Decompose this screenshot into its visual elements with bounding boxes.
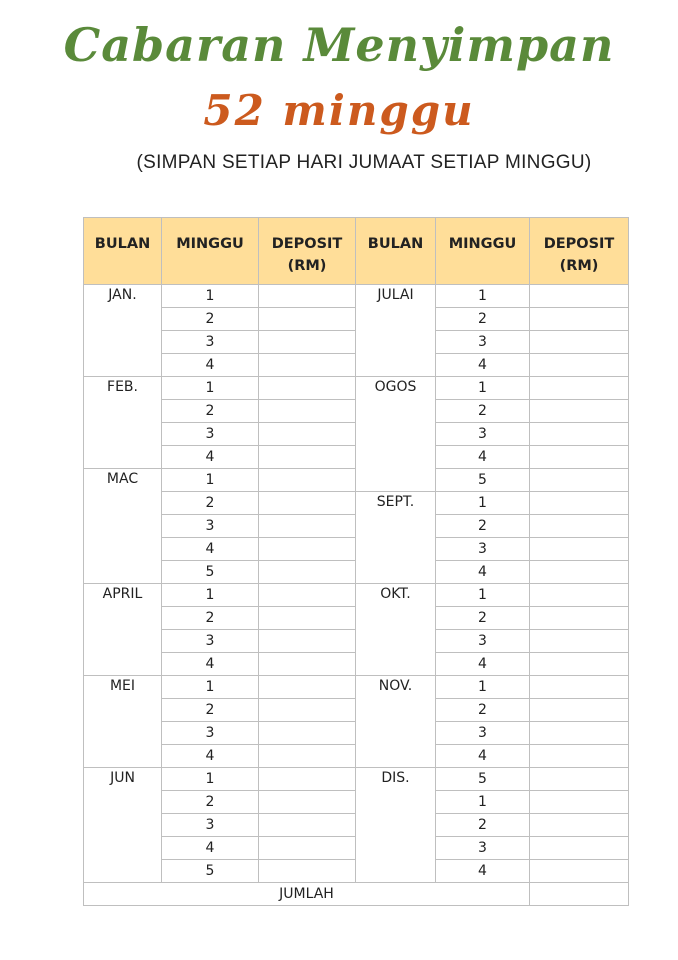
month-cell-left: JAN. (84, 285, 162, 377)
week-cell-left: 4 (162, 837, 259, 860)
week-cell-left: 3 (162, 814, 259, 837)
deposit-cell-left[interactable] (259, 308, 356, 331)
deposit-cell-left[interactable] (259, 814, 356, 837)
deposit-cell-right[interactable] (530, 308, 629, 331)
week-cell-left: 3 (162, 423, 259, 446)
week-cell-right: 5 (436, 768, 530, 791)
header-minggu-right: MINGGU (436, 218, 530, 285)
deposit-cell-right[interactable] (530, 653, 629, 676)
week-cell-right: 4 (436, 561, 530, 584)
table-row (84, 377, 629, 400)
deposit-cell-left[interactable] (259, 791, 356, 814)
week-cell-left: 1 (162, 469, 259, 492)
week-cell-right: 4 (436, 745, 530, 768)
month-cell-right: DIS. (356, 768, 436, 883)
deposit-cell-right[interactable] (530, 676, 629, 699)
deposit-cell-right[interactable] (530, 285, 629, 308)
week-cell-left: 2 (162, 791, 259, 814)
deposit-cell-left[interactable] (259, 446, 356, 469)
week-cell-right: 3 (436, 837, 530, 860)
deposit-cell-right[interactable] (530, 837, 629, 860)
deposit-cell-right[interactable] (530, 768, 629, 791)
header-row (84, 218, 629, 285)
week-cell-right: 1 (436, 791, 530, 814)
deposit-cell-right[interactable] (530, 331, 629, 354)
deposit-cell-right[interactable] (530, 446, 629, 469)
week-cell-right: 4 (436, 653, 530, 676)
week-cell-left: 1 (162, 768, 259, 791)
month-cell-right: JULAI (356, 285, 436, 377)
deposit-cell-right[interactable] (530, 377, 629, 400)
total-row (84, 883, 629, 906)
deposit-cell-left[interactable] (259, 630, 356, 653)
deposit-cell-right[interactable] (530, 584, 629, 607)
week-cell-left: 1 (162, 285, 259, 308)
deposit-cell-right[interactable] (530, 538, 629, 561)
week-cell-right: 3 (436, 423, 530, 446)
deposit-cell-right[interactable] (530, 469, 629, 492)
week-cell-left: 5 (162, 561, 259, 584)
deposit-cell-right[interactable] (530, 722, 629, 745)
deposit-cell-left[interactable] (259, 400, 356, 423)
header-deposit-right: DEPOSIT (RM) (530, 218, 629, 285)
deposit-cell-left[interactable] (259, 561, 356, 584)
week-cell-right: 3 (436, 538, 530, 561)
deposit-cell-left[interactable] (259, 860, 356, 883)
week-cell-left: 4 (162, 446, 259, 469)
deposit-cell-right[interactable] (530, 400, 629, 423)
deposit-cell-left[interactable] (259, 538, 356, 561)
header-minggu-left: MINGGU (162, 218, 259, 285)
deposit-cell-left[interactable] (259, 423, 356, 446)
month-cell-left: MEI (84, 676, 162, 768)
week-cell-left: 2 (162, 492, 259, 515)
week-cell-left: 3 (162, 515, 259, 538)
deposit-cell-left[interactable] (259, 354, 356, 377)
week-cell-right: 4 (436, 354, 530, 377)
week-cell-left: 1 (162, 676, 259, 699)
deposit-cell-left[interactable] (259, 699, 356, 722)
week-cell-right: 4 (436, 446, 530, 469)
week-cell-left: 1 (162, 377, 259, 400)
month-cell-right: OGOS (356, 377, 436, 492)
deposit-cell-right[interactable] (530, 423, 629, 446)
deposit-cell-right[interactable] (530, 515, 629, 538)
table-row (84, 676, 629, 699)
subtitle: (SIMPAN SETIAP HARI JUMAAT SETIAP MINGGU) (136, 152, 592, 173)
week-cell-right: 1 (436, 492, 530, 515)
total-label: JUMLAH (84, 883, 530, 906)
week-cell-right: 2 (436, 699, 530, 722)
month-cell-right: OKT. (356, 584, 436, 676)
week-cell-left: 4 (162, 745, 259, 768)
week-cell-left: 3 (162, 630, 259, 653)
week-cell-left: 3 (162, 722, 259, 745)
deposit-cell-left[interactable] (259, 377, 356, 400)
week-cell-left: 1 (162, 584, 259, 607)
deposit-cell-left[interactable] (259, 745, 356, 768)
deposit-cell-left[interactable] (259, 722, 356, 745)
week-cell-left: 4 (162, 538, 259, 561)
deposit-cell-left[interactable] (259, 607, 356, 630)
header-deposit-left: DEPOSIT (RM) (259, 218, 356, 285)
week-cell-right: 3 (436, 722, 530, 745)
week-cell-right: 1 (436, 285, 530, 308)
deposit-cell-right[interactable] (530, 860, 629, 883)
week-cell-left: 2 (162, 400, 259, 423)
title-line-2: 52 minggu (203, 86, 475, 135)
week-cell-right: 3 (436, 331, 530, 354)
deposit-cell-left[interactable] (259, 285, 356, 308)
week-cell-right: 4 (436, 860, 530, 883)
week-cell-right: 1 (436, 676, 530, 699)
savings-table (83, 217, 629, 906)
week-cell-left: 4 (162, 354, 259, 377)
week-cell-left: 5 (162, 860, 259, 883)
month-cell-right: SEPT. (356, 492, 436, 584)
deposit-cell-right[interactable] (530, 561, 629, 584)
month-cell-left: MAC (84, 469, 162, 584)
week-cell-left: 2 (162, 607, 259, 630)
month-cell-left: APRIL (84, 584, 162, 676)
deposit-cell-right[interactable] (530, 354, 629, 377)
table-row (84, 768, 629, 791)
week-cell-right: 1 (436, 377, 530, 400)
table-row (84, 285, 629, 308)
deposit-cell-left[interactable] (259, 584, 356, 607)
deposit-cell-right[interactable] (530, 607, 629, 630)
deposit-cell-right[interactable] (530, 630, 629, 653)
month-cell-left: FEB. (84, 377, 162, 469)
week-cell-right: 5 (436, 469, 530, 492)
week-cell-right: 2 (436, 400, 530, 423)
week-cell-left: 2 (162, 699, 259, 722)
table-row (84, 492, 629, 515)
deposit-cell-right[interactable] (530, 814, 629, 837)
week-cell-right: 2 (436, 814, 530, 837)
deposit-cell-right[interactable] (530, 492, 629, 515)
month-cell-right: NOV. (356, 676, 436, 768)
header-bulan-left: BULAN (84, 218, 162, 285)
deposit-cell-right[interactable] (530, 791, 629, 814)
week-cell-left: 3 (162, 331, 259, 354)
deposit-cell-left[interactable] (259, 492, 356, 515)
deposit-cell-left[interactable] (259, 653, 356, 676)
deposit-cell-left[interactable] (259, 331, 356, 354)
month-cell-left: JUN (84, 768, 162, 883)
deposit-cell-left[interactable] (259, 676, 356, 699)
week-cell-right: 3 (436, 630, 530, 653)
week-cell-right: 2 (436, 515, 530, 538)
deposit-cell-left[interactable] (259, 469, 356, 492)
header-bulan-right: BULAN (356, 218, 436, 285)
deposit-cell-right[interactable] (530, 745, 629, 768)
deposit-cell-left[interactable] (259, 837, 356, 860)
total-deposit-cell[interactable] (530, 883, 629, 906)
week-cell-left: 4 (162, 653, 259, 676)
title-line-1: Cabaran Menyimpan (63, 18, 615, 72)
week-cell-right: 1 (436, 584, 530, 607)
week-cell-right: 2 (436, 308, 530, 331)
deposit-cell-right[interactable] (530, 699, 629, 722)
table-row (84, 584, 629, 607)
deposit-cell-left[interactable] (259, 515, 356, 538)
week-cell-right: 2 (436, 607, 530, 630)
week-cell-left: 2 (162, 308, 259, 331)
deposit-cell-left[interactable] (259, 768, 356, 791)
